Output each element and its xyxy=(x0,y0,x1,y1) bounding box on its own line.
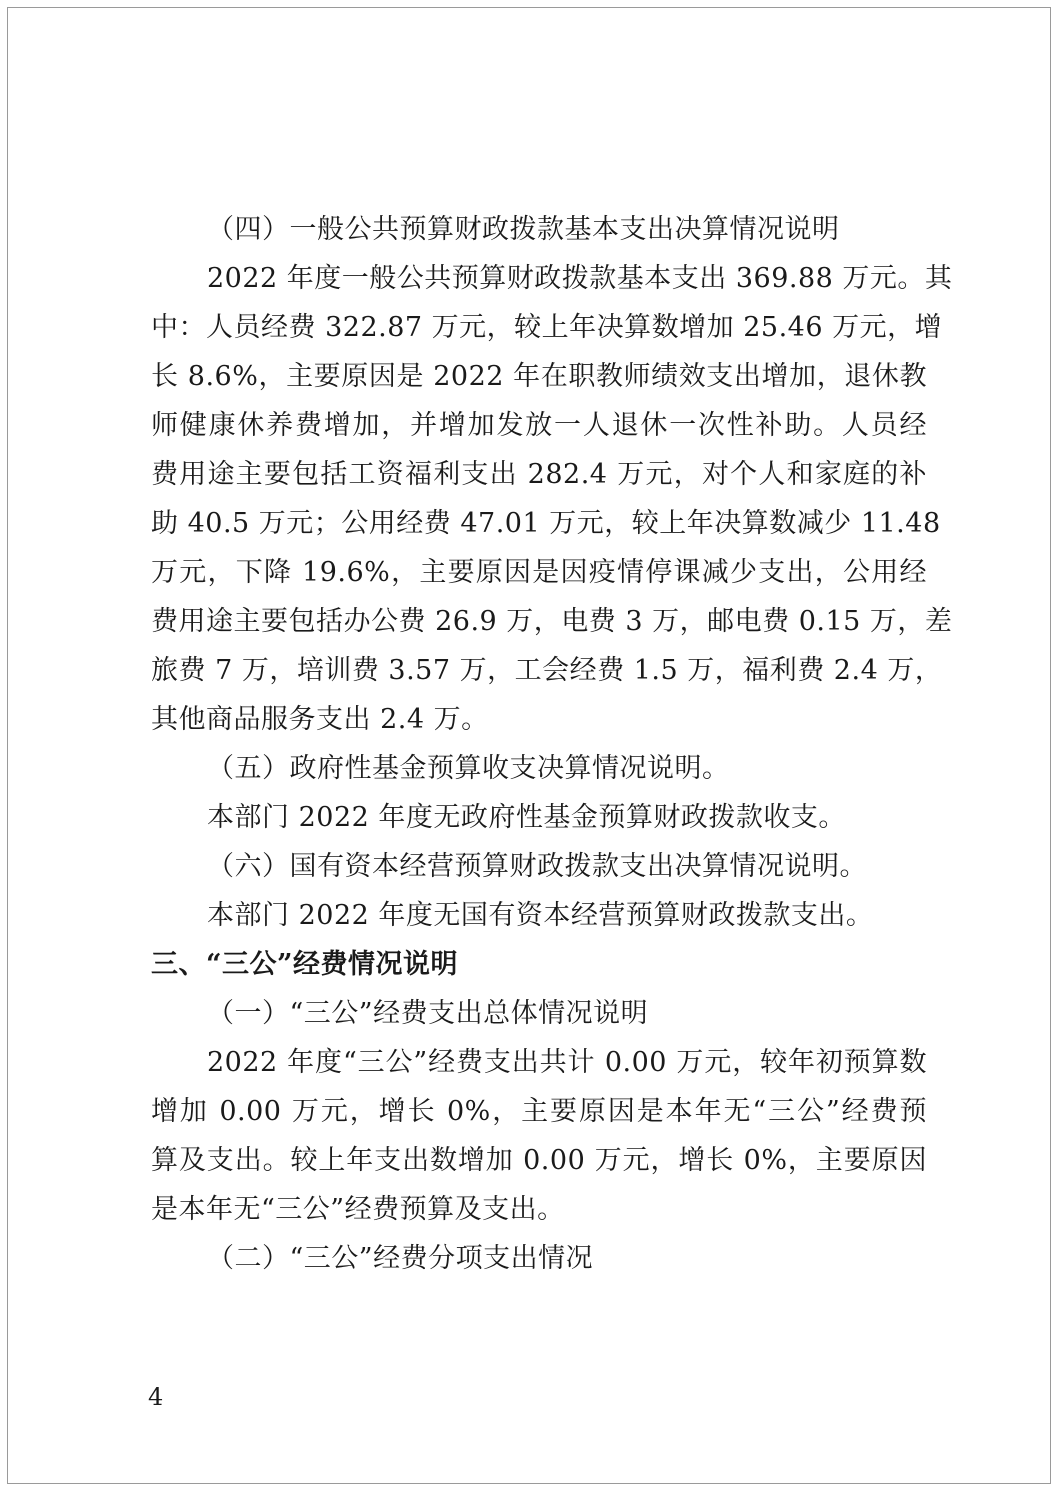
paragraph-line: 长 8.6%，主要原因是 2022 年在职教师绩效支出增加，退休教 xyxy=(151,361,927,392)
paragraph-line: 费用途主要包括工资福利支出 282.4 万元，对个人和家庭的补 xyxy=(151,459,927,490)
paragraph-line: 旅费 7 万，培训费 3.57 万，工会经费 1.5 万，福利费 2.4 万， xyxy=(151,655,943,686)
paragraph-line: 费用途主要包括办公费 26.9 万，电费 3 万，邮电费 0.15 万，差 xyxy=(151,606,953,637)
document-page xyxy=(7,7,1051,1484)
subheading-5: （五）政府性基金预算收支决算情况说明。 xyxy=(207,753,730,784)
paragraph-line: 增加 0.00 万元，增长 0%，主要原因是本年无“三公”经费预 xyxy=(151,1096,927,1127)
subheading-1: （一）“三公”经费支出总体情况说明 xyxy=(207,998,649,1029)
paragraph-line: 其他商品服务支出 2.4 万。 xyxy=(151,704,489,735)
section-heading-3: 三、“三公”经费情况说明 xyxy=(151,949,459,980)
paragraph-line: 万元，下降 19.6%，主要原因是因疫情停课减少支出，公用经 xyxy=(151,557,927,588)
paragraph-line: 是本年无“三公”经费预算及支出。 xyxy=(151,1194,565,1225)
paragraph-line: 师健康休养费增加，并增加发放一人退休一次性补助。人员经 xyxy=(151,410,927,441)
paragraph-line: 2022 年度“三公”经费支出共计 0.00 万元，较年初预算数 xyxy=(207,1047,927,1078)
paragraph-line: 助 40.5 万元；公用经费 47.01 万元，较上年决算数减少 11.48 xyxy=(151,508,941,539)
paragraph-line: 本部门 2022 年度无政府性基金预算财政拨款收支。 xyxy=(207,802,846,833)
subheading-4: （四）一般公共预算财政拨款基本支出决算情况说明 xyxy=(207,214,840,245)
paragraph-line: 本部门 2022 年度无国有资本经营预算财政拨款支出。 xyxy=(207,900,874,931)
paragraph-line: 2022 年度一般公共预算财政拨款基本支出 369.88 万元。其 xyxy=(207,263,953,294)
subheading-6: （六）国有资本经营预算财政拨款支出决算情况说明。 xyxy=(207,851,867,882)
subheading-2: （二）“三公”经费分项支出情况 xyxy=(207,1243,594,1274)
paragraph-line: 算及支出。较上年支出数增加 0.00 万元，增长 0%，主要原因 xyxy=(151,1145,927,1176)
page-number: 4 xyxy=(148,1383,164,1411)
document-body xyxy=(151,205,953,1283)
paragraph-line: 中：人员经费 322.87 万元，较上年决算数增加 25.46 万元，增 xyxy=(151,312,943,343)
